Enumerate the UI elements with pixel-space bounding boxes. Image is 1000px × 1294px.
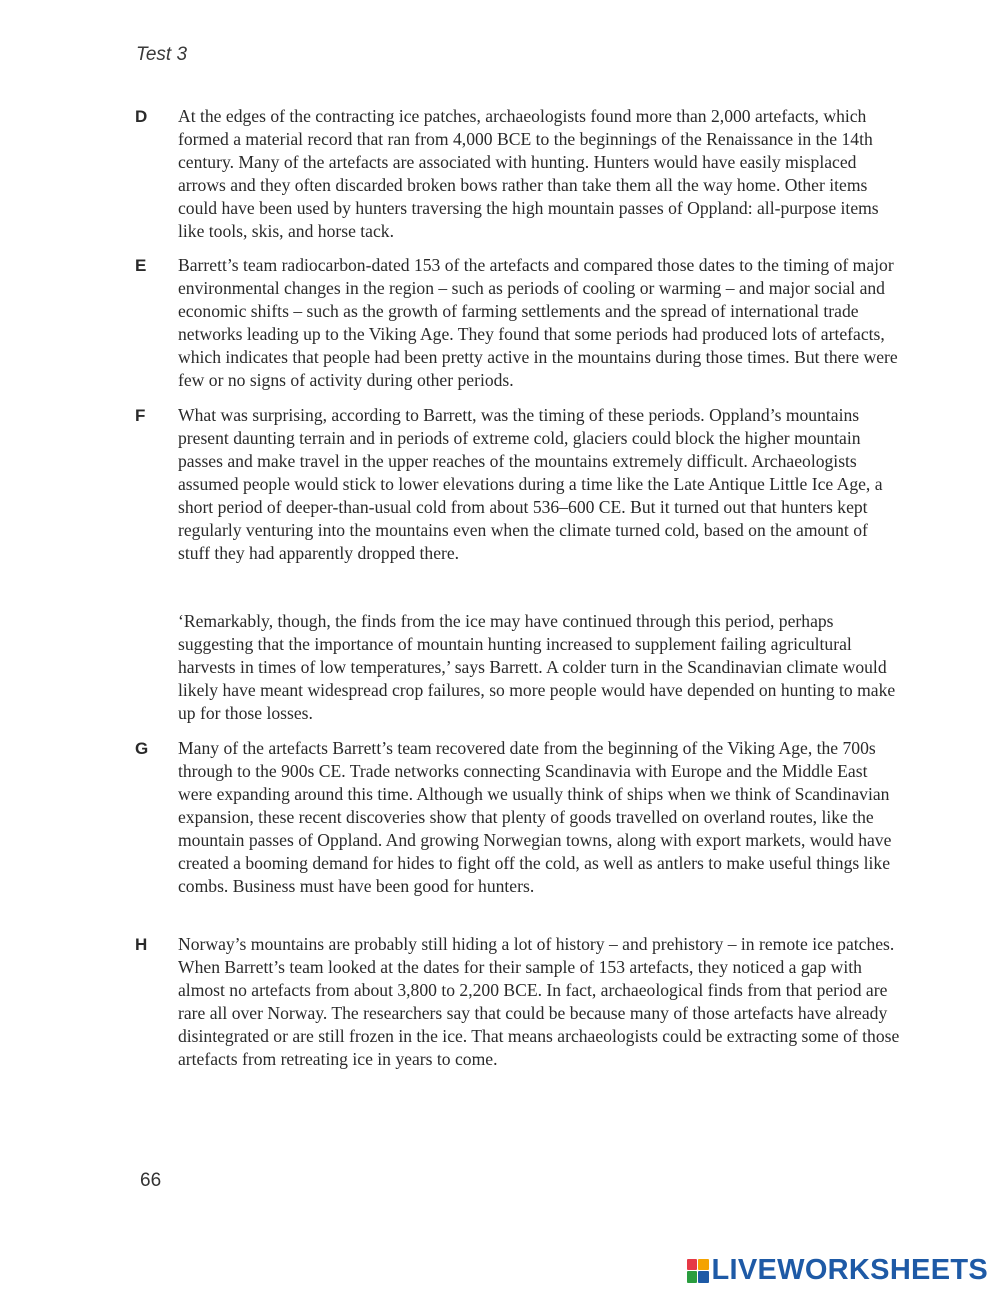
section-letter: H (135, 935, 148, 954)
page-header-title: Test 3 (136, 44, 188, 65)
paragraph: Many of the artefacts Barrett’s team recovered date from the beginning of the Viking Age, the 700s through to the 900s CE. Trade networks connecting Scandinavia with Europe and the Middle East were expanding around this time. Although we usually think of ships when we think of Scandinavian expansion, these recent discoveries show that plenty of goods travelled on overland routes, like the mountain passes of Oppland. And growing Norwegian towns, along with export markets, would have created a booming demand for hides to fight off the cold, as well as antlers to make useful things like combs. Business must have been good for hunters. (178, 738, 892, 896)
brand-name: LIVEWORKSHEETS (711, 1254, 988, 1286)
paragraph: At the edges of the contracting ice patches, archaeologists found more than 2,000 artefacts, which formed a material record that ran from 4,000 BCE to the beginnings of the Renaissance in the 14th century. Many of the artefacts are associated with hunting. Hunters would have easily misplaced arrows and they often discarded broken bows rather than take them all the way home. Other items could have been used by hunters traversing the high mountain passes of Oppland: all-purpose items like tools, skis, and horse tack. (178, 106, 879, 241)
paragraph: Norway’s mountains are probably still hiding a lot of history – and prehistory – in remote ice patches. When Barrett’s team looked at the dates for their sample of 153 artefacts, they noticed a gap with almost no artefacts from about 3,800 to 2,200 BCE. In fact, archaeological finds from that period are rare all over Norway. The researchers say that could be because many of those artefacts have already disintegrated or are still frozen in the ice. That means archaeologists could be extracting some of those artefacts from retreating ice in years to come. (178, 934, 900, 1069)
section-letter: E (135, 256, 147, 275)
paragraph: Barrett’s team radiocarbon-dated 153 of the artefacts and compared those dates to the timing of major environmental changes in the region – such as periods of cooling or warming – and major social and economic shifts – such as the growth of farming settlements and the spread of international trade networks leading up to the Viking Age. They found that some periods had produced lots of artefacts, which indicates that people had been pretty active in the mountains during those times. But there were few or no signs of activity during other periods. (178, 255, 898, 390)
section-letter: F (135, 406, 146, 425)
liveworksheets-logo-icon (687, 1259, 709, 1283)
page-number: 66 (140, 1170, 162, 1191)
paragraph: What was surprising, according to Barrett, was the timing of these periods. Oppland’s mountains present daunting terrain and in periods of extreme cold, glaciers could block the higher mountain passes and make travel in the upper reaches of the mountains extremely difficult. Archaeologists assumed people would stick to lower elevations during a time like the Late Antique Little Ice Age, a short period of deeper-than-usual cold from about 536–600 CE. But it turned out that hunters kept regularly venturing into the mountains even when the climate turned cold, based on the amount of stuff they had apparently dropped there. (178, 405, 883, 563)
liveworksheets-logo[interactable] (687, 1254, 989, 1287)
section-letter: G (135, 739, 149, 758)
paragraph: ‘Remarkably, though, the finds from the ice may have continued through this period, perhaps suggesting that the importance of mountain hunting increased to supplement failing agricultural harvests in times of low temperatures,’ says Barrett. A colder turn in the Scandinavian climate would likely have meant widespread crop failures, so more people would have depended on hunting to make up for those losses. (178, 611, 896, 723)
section-letter: D (135, 107, 148, 126)
